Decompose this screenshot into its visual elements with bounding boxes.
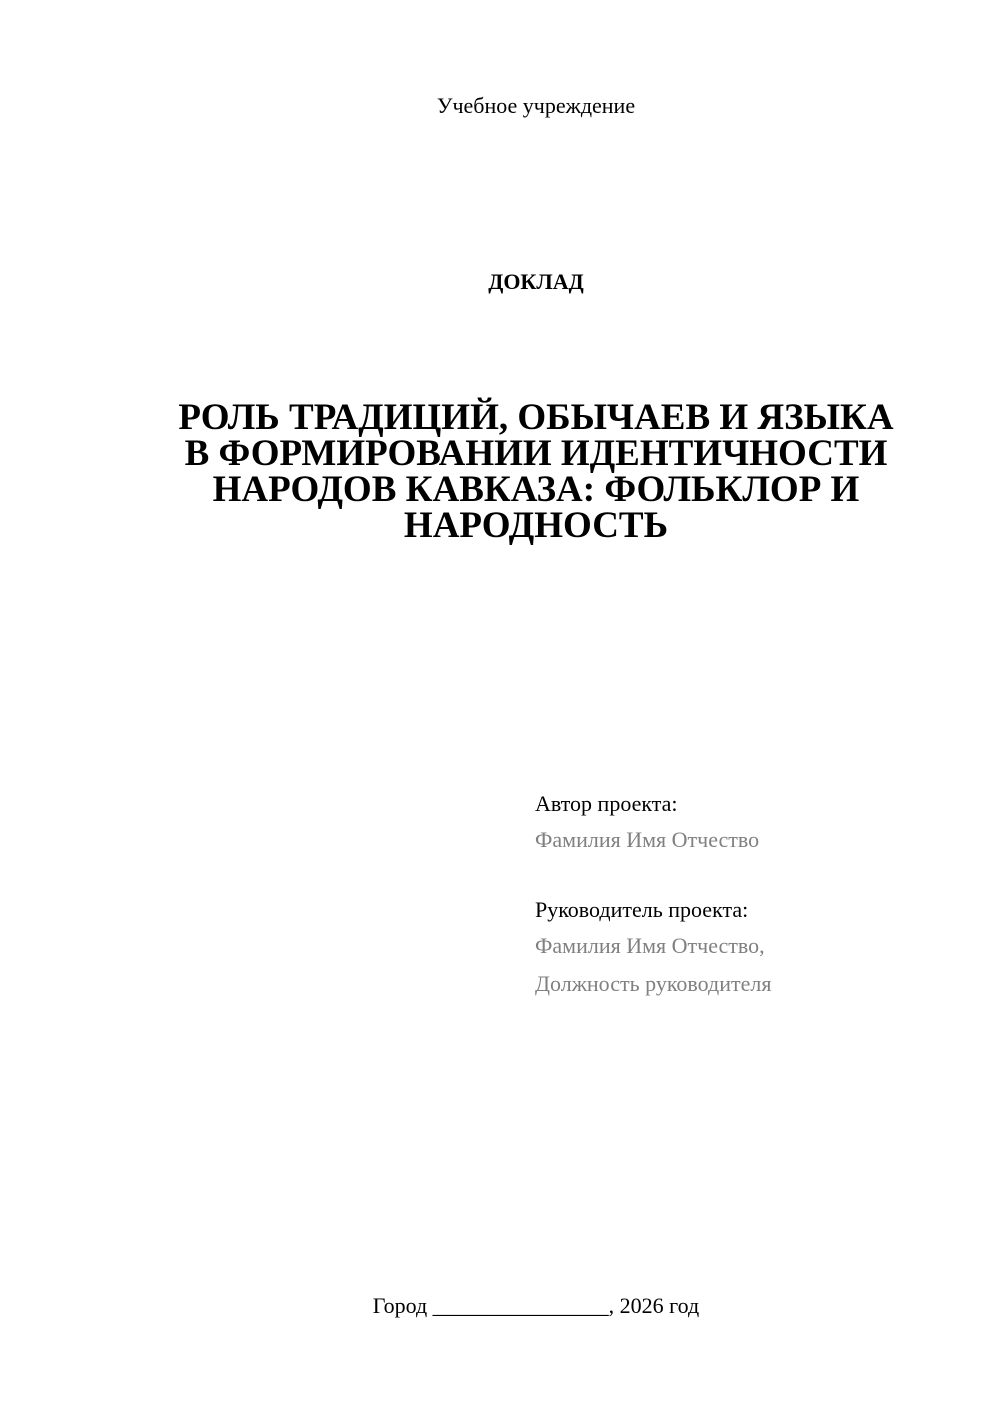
title-line: В ФОРМИРОВАНИИ ИДЕНТИЧНОСТИ: [184, 433, 888, 474]
author-name-placeholder: Фамилия Имя Отчество: [535, 827, 760, 852]
title-line: НАРОДОВ КАВКАЗА: ФОЛЬКЛОР И: [212, 469, 860, 510]
author-label: Автор проекта:: [535, 791, 678, 816]
city-year-line: Город ________________, 2026 год: [372, 1293, 700, 1318]
title-line: НАРОДНОСТЬ: [403, 505, 669, 546]
report-title: [150, 397, 922, 546]
institution-name: Учебное учреждение: [436, 93, 636, 118]
document-type: ДОКЛАД: [488, 269, 584, 294]
supervisor-name-placeholder: Фамилия Имя Отчество,: [535, 933, 765, 958]
author-block: [535, 790, 975, 854]
supervisor-label: Руководитель проекта:: [535, 897, 749, 922]
supervisor-block: [535, 896, 975, 998]
supervisor-position-placeholder: Должность руководителя: [535, 971, 772, 996]
title-line: РОЛЬ ТРАДИЦИЙ, ОБЫЧАЕВ И ЯЗЫКА: [178, 397, 894, 438]
